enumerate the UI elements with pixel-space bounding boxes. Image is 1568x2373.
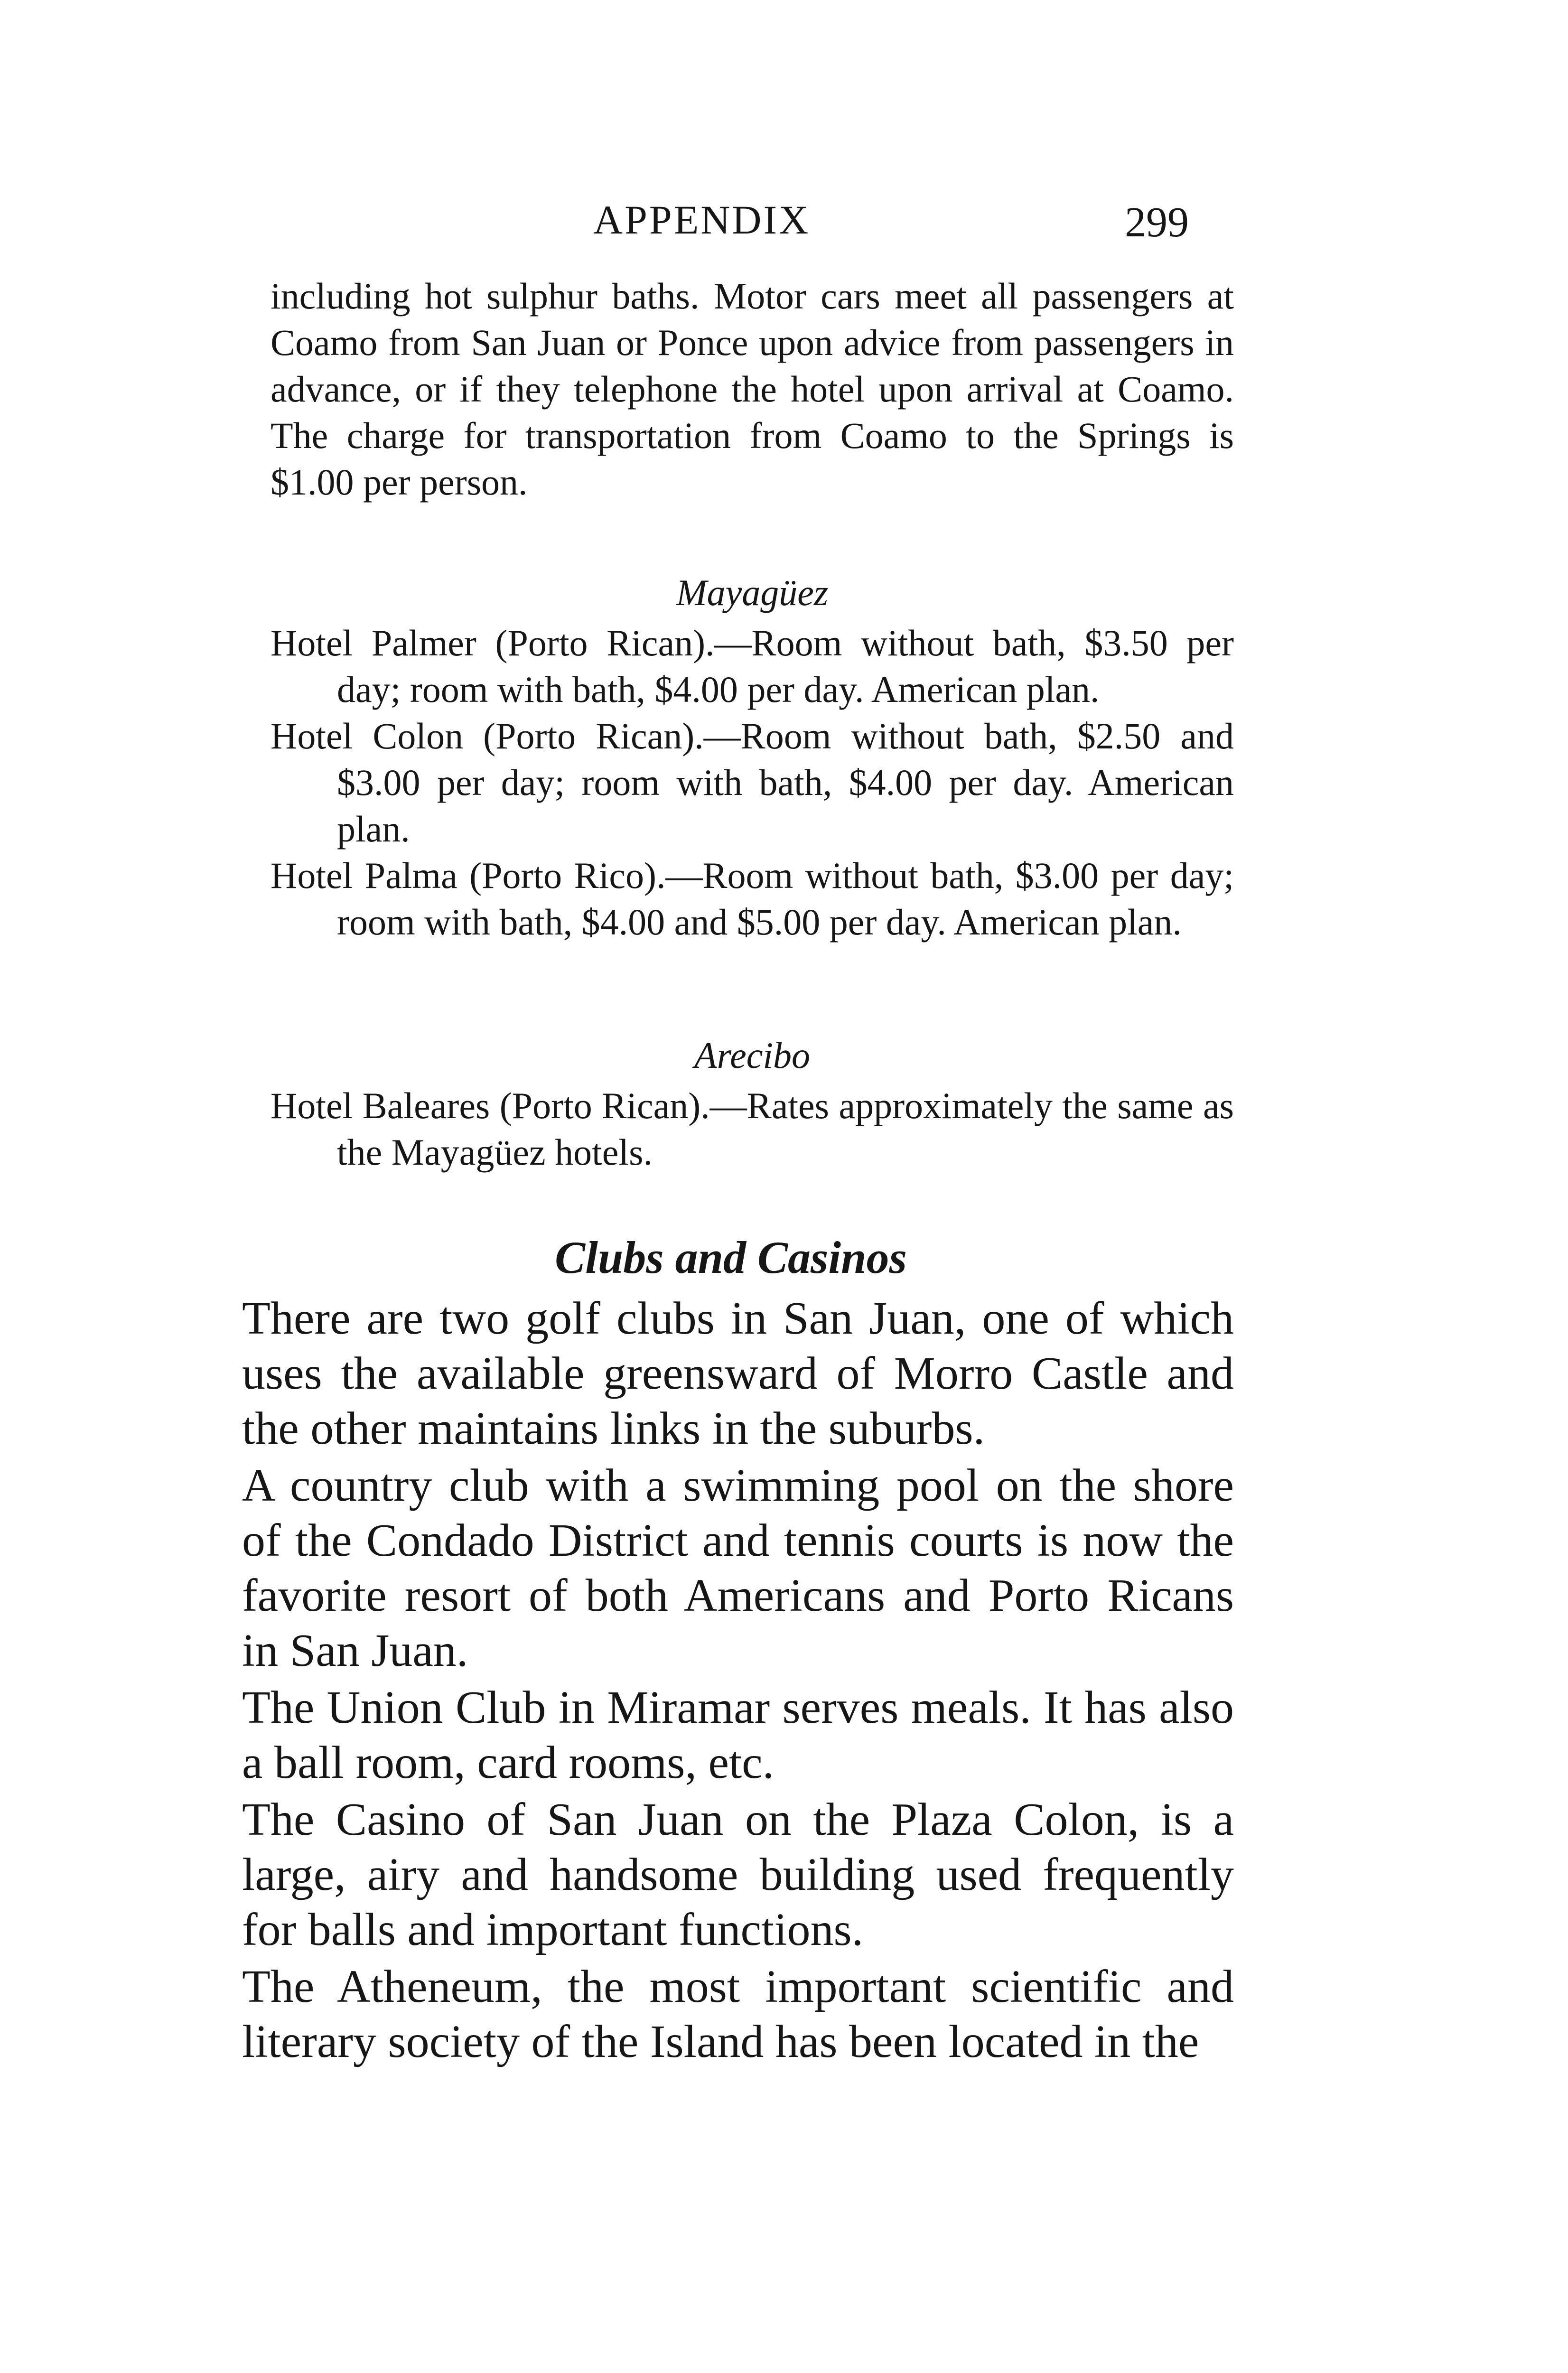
running-title: APPENDIX bbox=[593, 197, 811, 243]
section-title-arecibo: Arecibo bbox=[694, 1035, 811, 1076]
hotel-entry-colon: Hotel Colon (Porto Rican).—Room without bath, $2.50 and $3.00 per day; room with bath, $4.00 per day. American plan. bbox=[271, 715, 1234, 850]
paragraph-country-club: A country club with a swimming pool on the shore of the Condado District and tennis courts is now the favorite resort of both Americans and Porto Ricans in San Juan. bbox=[242, 1460, 1234, 1676]
clubs-text bbox=[242, 1291, 1234, 2069]
section-mayaguez bbox=[271, 570, 1234, 945]
hotel-entry-baleares: Hotel Baleares (Porto Rican).—Rates approximately the same as the Mayagüez hotels. bbox=[271, 1085, 1234, 1173]
paragraph-union-club: The Union Club in Miramar serves meals. It has also a ball room, card rooms, etc. bbox=[242, 1682, 1234, 1788]
section-arecibo bbox=[271, 1032, 1234, 1176]
page-number: 299 bbox=[1125, 199, 1189, 246]
hotel-entry-palma: Hotel Palma (Porto Rico).—Room without bath, $3.00 per day; room with bath, $4.00 and $5.00 per day. American plan. bbox=[271, 855, 1234, 943]
section-title-mayaguez: Mayagüez bbox=[676, 572, 829, 613]
section-heading-clubs: Clubs and Casinos bbox=[555, 1232, 907, 1283]
paragraph-atheneum: The Atheneum, the most important scientific and literary society of the Island has been located in the bbox=[242, 1961, 1234, 2067]
intro-paragraph: including hot sulphur baths. Motor cars meet all passengers at Coamo from San Juan or Ponce upon advice from passengers in advance, or if they telephone the hotel upon arrival at Coamo. The charge for transportation from Coamo to the Springs is $1.00 per person. bbox=[271, 275, 1234, 503]
paragraph-golf-clubs: There are two golf clubs in San Juan, one of which uses the available greensward of Morro Castle and the other maintains links in the suburbs. bbox=[242, 1293, 1234, 1454]
intro-block bbox=[271, 273, 1234, 505]
hotel-entry-palmer: Hotel Palmer (Porto Rican).—Room without bath, $3.50 per day; room with bath, $4.00 per day. American plan. bbox=[271, 622, 1234, 710]
paragraph-casino: The Casino of San Juan on the Plaza Colon, is a large, airy and handsome building used frequently for balls and important functions. bbox=[242, 1794, 1234, 1955]
